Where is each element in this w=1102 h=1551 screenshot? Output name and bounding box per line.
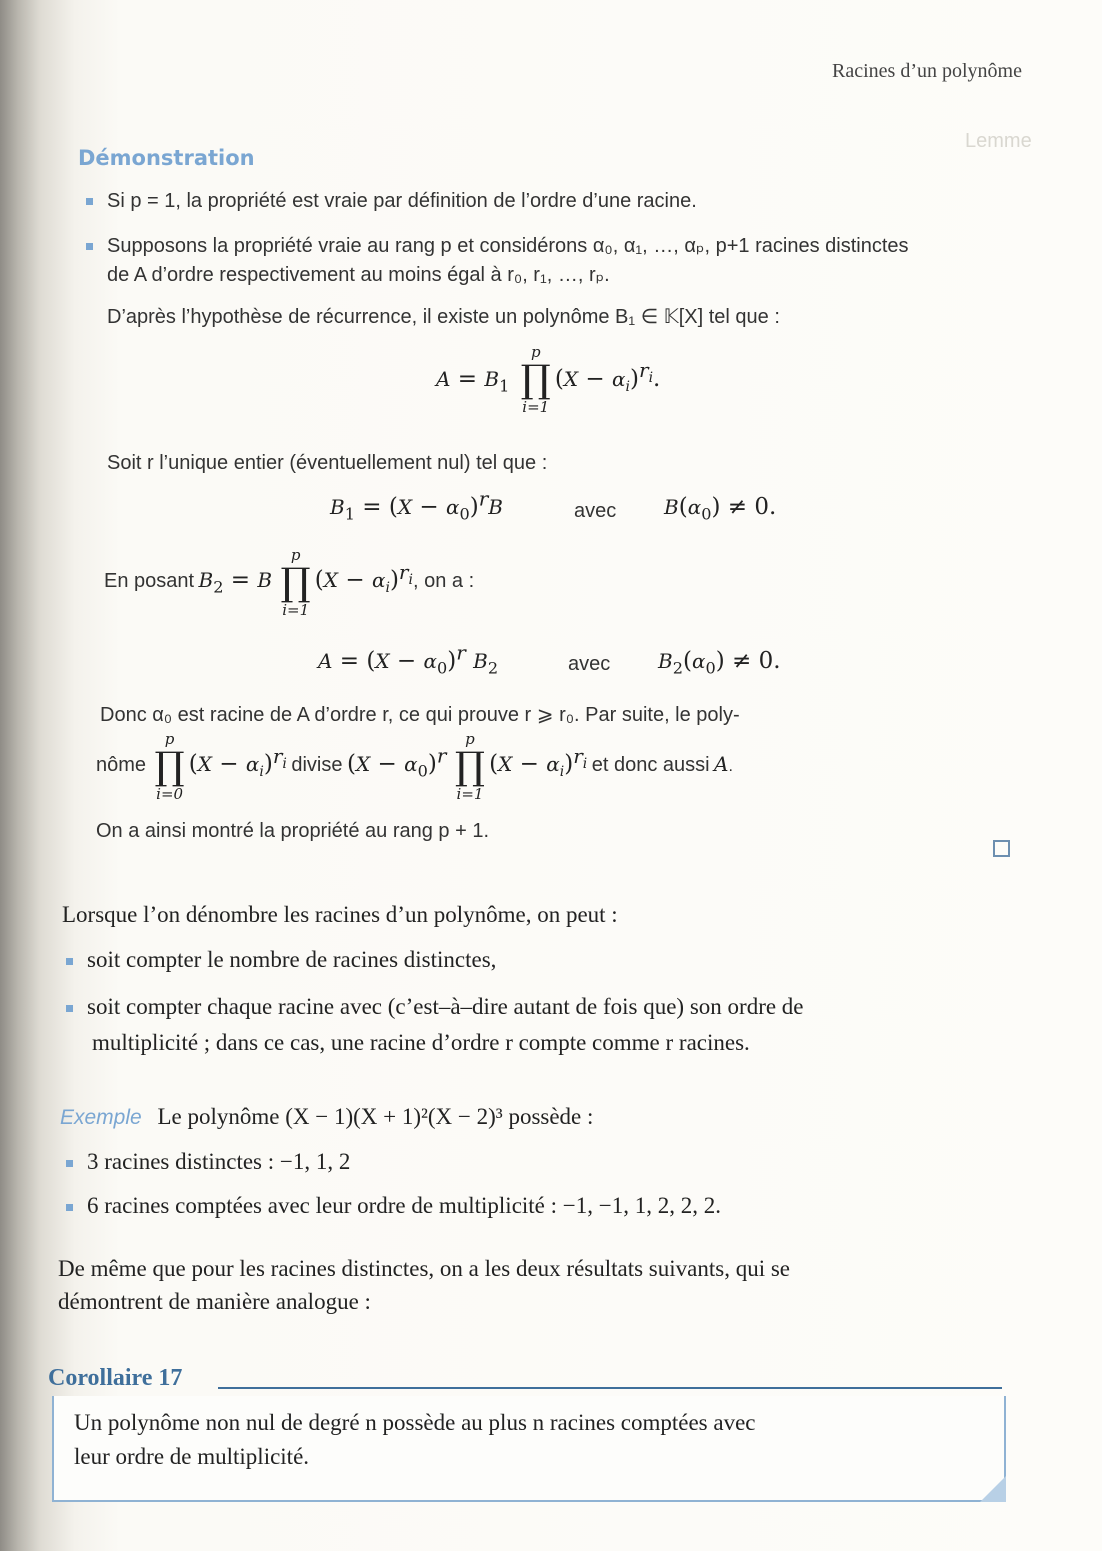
- transition-line-1: De même que pour les racines distinctes, on a les deux résultats suivants, qui se: [58, 1256, 790, 1281]
- equation-1: $A = B_1$ p ∏ i=1 $(X - \alpha_i)^{r_i}$.: [436, 343, 661, 416]
- demo-title: Démonstration: [78, 146, 255, 170]
- corollary-box: [52, 1396, 1006, 1502]
- bullet-icon: [66, 958, 73, 965]
- demo-final: On a ainsi montré la propriété au rang p + 1.: [96, 820, 490, 842]
- bullet-icon: [86, 243, 93, 250]
- list-item-cont: multiplicité ; dans ce cas, une racine d’ordre r compte comme r racines.: [92, 1030, 750, 1055]
- product-symbol: p ∏ i=1: [520, 343, 551, 416]
- demo-item-2-cont: de A d’ordre respectivement au moins égal à r₀, r₁, …, rₚ.: [107, 264, 610, 286]
- corollary-title: Corollaire 17: [48, 1365, 183, 1391]
- demo-item-1: Si p = 1, la propriété est vraie par définition de l’ordre d’une racine.: [86, 190, 697, 213]
- transition-line-2: démontrent de manière analogue :: [58, 1289, 371, 1314]
- equation-2-avec: avec: [574, 500, 617, 522]
- intro-paragraph: Lorsque l’on dénombre les racines d’un polynôme, on peut :: [62, 902, 618, 927]
- equation-2-right: $B(\alpha_0) \ne 0$.: [664, 494, 777, 524]
- corollary-rule: [218, 1387, 1002, 1389]
- product-symbol: p ∏ i=1: [454, 730, 486, 803]
- bullet-icon: [66, 1005, 73, 1012]
- demo-recurrence: D’après l’hypothèse de récurrence, il existe un polynôme B₁ ∈ 𝕂[X] tel que :: [107, 306, 780, 328]
- bullet-icon: [66, 1204, 73, 1211]
- corollary-line-1: Un polynôme non nul de degré n possède au plus n racines comptées avec: [74, 1410, 756, 1435]
- list-item: soit compter chaque racine avec (c’est–à–dire autant de fois que) son ordre de: [66, 994, 804, 1020]
- corner-ornament-icon: [980, 1476, 1006, 1502]
- corollary-line-2: leur ordre de multiplicité.: [74, 1444, 310, 1469]
- product-symbol: p ∏ i=0: [154, 730, 185, 803]
- example-item: 3 racines distinctes : −1, 1, 2: [66, 1149, 350, 1175]
- list-item: soit compter le nombre de racines distinctes,: [66, 947, 496, 973]
- demo-define-b2: En posant $B_2 = B$ p ∏ i=1 $(X - \alpha_i)^{r_i}$, on a :: [104, 546, 475, 619]
- bullet-icon: [86, 198, 93, 205]
- equation-2-left: $B_1 = (X - \alpha_0)^rB$: [330, 486, 503, 524]
- demo-conclusion-line-2: nôme p ∏ i=0 $(X - \alpha_i)^{r_i}$ divise $(X - \alpha_0)^r$ p ∏ i=1 $(X - \alpha_i)^{r_i}$ et donc aussi A.: [96, 730, 733, 803]
- equation-3-avec: avec: [568, 653, 611, 675]
- example-heading: Exemple Le polynôme (X − 1)(X + 1)²(X − 2)³ possède :: [60, 1104, 594, 1129]
- demo-define-r: Soit r l’unique entier (éventuellement nul) tel que :: [107, 452, 548, 474]
- demo-conclusion-line-1: Donc α₀ est racine de A d’ordre r, ce qui prouve r ⩾ r₀. Par suite, le poly-: [100, 704, 740, 726]
- equation-3-right: $B_2(\alpha_0) \ne 0$.: [658, 648, 781, 678]
- running-header: Racines d’un polynôme: [832, 60, 1022, 82]
- example-item: 6 racines comptées avec leur ordre de multiplicité : −1, −1, 1, 2, 2, 2.: [66, 1193, 721, 1219]
- bullet-icon: [66, 1160, 73, 1167]
- equation-3-left: $A = (X - \alpha_0)^r$ $B_2$: [318, 640, 499, 678]
- product-symbol: p ∏ i=1: [280, 546, 311, 619]
- example-label: Exemple: [60, 1106, 142, 1129]
- qed-square-icon: [993, 840, 1010, 857]
- demo-item-2: Supposons la propriété vraie au rang p et considérons α₀, α₁, …, αₚ, p+1 racines distinctes: [86, 233, 909, 258]
- bleed-through-text: Lemme: [965, 130, 1032, 152]
